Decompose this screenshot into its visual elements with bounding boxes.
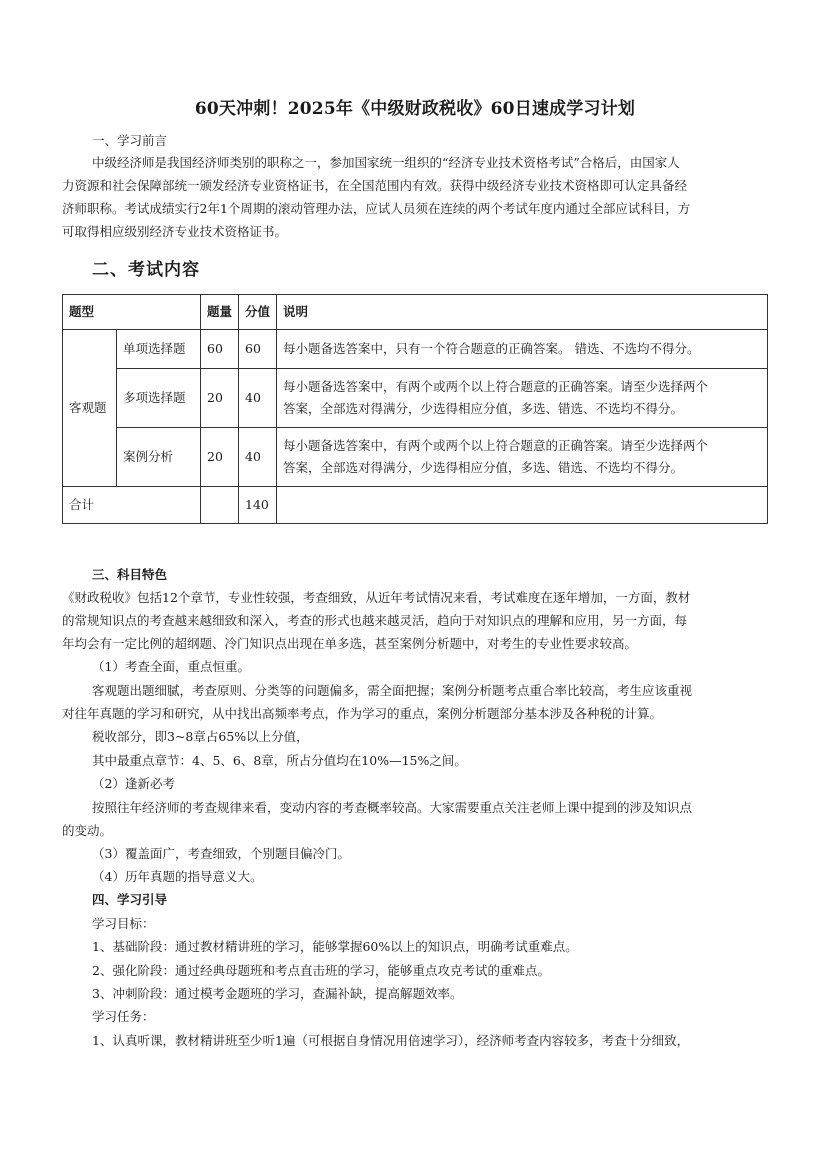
header-score: 分值 — [239, 295, 277, 330]
table-row — [63, 369, 768, 428]
cell-score: 60 — [239, 330, 277, 369]
paragraph-line: 对往年真题的学习和研究，从中找出高频率考点，作为学习的重点，案例分析题部分基本涉及各种税的计算。 — [62, 706, 663, 721]
header-desc: 说明 — [277, 295, 768, 330]
cell-count: 20 — [201, 428, 239, 487]
total-desc — [277, 487, 768, 524]
cell-name: 单项选择题 — [117, 330, 201, 369]
cell-desc: 每小题备选答案中，有两个或两个以上符合题意的正确答案。请至少选择两个 答案，全部选对得满分，少选得相应分值，多选、错选、不选均不得分。 — [277, 428, 768, 487]
section-heading-features: 三、科目特色 — [92, 567, 168, 582]
paragraph-line: 力资源和社会保障部统一颁发经济专业资格证书，在全国范围内有效。获得中级经济专业技术资格即可认定具备经 — [62, 178, 688, 193]
subheading-tasks: 学习任务： — [92, 1009, 155, 1024]
table-header-row — [63, 295, 768, 330]
cell-score: 40 — [239, 428, 277, 487]
header-count: 题量 — [201, 295, 239, 330]
header-type: 题型 — [63, 295, 201, 330]
cell-name: 多项选择题 — [117, 369, 201, 428]
cell-count: 60 — [201, 330, 239, 369]
section-heading-exam-content: 二、考试内容 — [92, 260, 200, 280]
cell-name: 案例分析 — [117, 428, 201, 487]
total-label: 合计 — [63, 487, 201, 524]
cell-count: 20 — [201, 369, 239, 428]
paragraph-line: 可取得相应级别经济专业技术资格证书。 — [62, 224, 288, 239]
cell-score: 40 — [239, 369, 277, 428]
paragraph-line: 济师职称。考试成绩实行2年1个周期的滚动管理办法，应试人员须在连续的两个考试年度内通过全部应试科目，方 — [62, 201, 691, 216]
paragraph-line: 按照往年经济师的考查规律来看，变动内容的考查概率较高。大家需要重点关注老师上课中提到的涉及知识点 — [92, 800, 693, 815]
total-count — [201, 487, 239, 524]
paragraph-line: 客观题出题细腻，考查原则、分类等的问题偏多，需全面把握；案例分析题考点重合率比较高，考生应该重视 — [92, 683, 693, 698]
point-heading: （1）考查全面，重点恒重。 — [92, 659, 250, 674]
paragraph-line: 年均会有一定比例的超纲题、冷门知识点出现在单多选，甚至案例分析题中，对考生的专业性要求较高。 — [62, 636, 638, 651]
point-heading: （3）覆盖面广，考查细致，个别题目偏冷门。 — [92, 846, 350, 861]
exam-content-table — [62, 294, 768, 524]
paragraph-line: 中级经济师是我国经济师类别的职称之一，参加国家统一组织的“经济专业技术资格考试”合格后，由国家人 — [92, 155, 680, 170]
cell-desc: 每小题备选答案中，只有一个符合题意的正确答案。 错选、不选均不得分。 — [277, 330, 768, 369]
point-heading: （2）逢新必考 — [92, 776, 175, 791]
paragraph-line: 《财政税收》包括12个章节，专业性较强，考查细致，从近年考试情况来看，考试难度在逐年增加，一方面，教材 — [62, 590, 691, 605]
list-item: 3、冲刺阶段：通过模考金题班的学习，查漏补缺，提高解题效率。 — [92, 986, 463, 1001]
table-row — [63, 428, 768, 487]
cell-desc: 每小题备选答案中，有两个或两个以上符合题意的正确答案。请至少选择两个 答案，全部选对得满分，少选得相应分值，多选、错选、不选均不得分。 — [277, 369, 768, 428]
subheading-goals: 学习目标： — [92, 916, 155, 931]
list-item: 1、基础阶段：通过教材精讲班的学习，能够掌握60%以上的知识点，明确考试重难点。 — [92, 939, 578, 954]
page-title: 60天冲刺！2025年《中级财政税收》60日速成学习计划 — [194, 99, 636, 119]
section-heading-guide: 四、学习引导 — [92, 892, 168, 907]
paragraph-line: 税收部分，即3~8章占65%以上分值， — [92, 729, 309, 744]
paragraph-line: 的常规知识点的考查越来越细致和深入，考查的形式也越来越灵活，趋向于对知识点的理解和应用，另一方面，每 — [62, 613, 688, 628]
paragraph-line: 其中最重点章节：4、5、6、8章，所占分值均在10%—15%之间。 — [92, 753, 467, 768]
table-total-row — [63, 487, 768, 524]
list-item: 2、强化阶段：通过经典母题班和考点直击班的学习，能够重点攻克考试的重难点。 — [92, 963, 550, 978]
paragraph-line: 的变动。 — [62, 823, 113, 838]
section-heading-intro: 一、学习前言 — [92, 133, 168, 148]
point-heading: （4）历年真题的指导意义大。 — [92, 869, 263, 884]
table-row — [63, 330, 768, 369]
total-score: 140 — [239, 487, 277, 524]
list-item: 1、认真听课，教材精讲班至少听1遍（可根据自身情况用倍速学习），经济师考查内容较多，考查十分细致， — [92, 1033, 690, 1048]
group-objective: 客观题 — [63, 330, 117, 487]
